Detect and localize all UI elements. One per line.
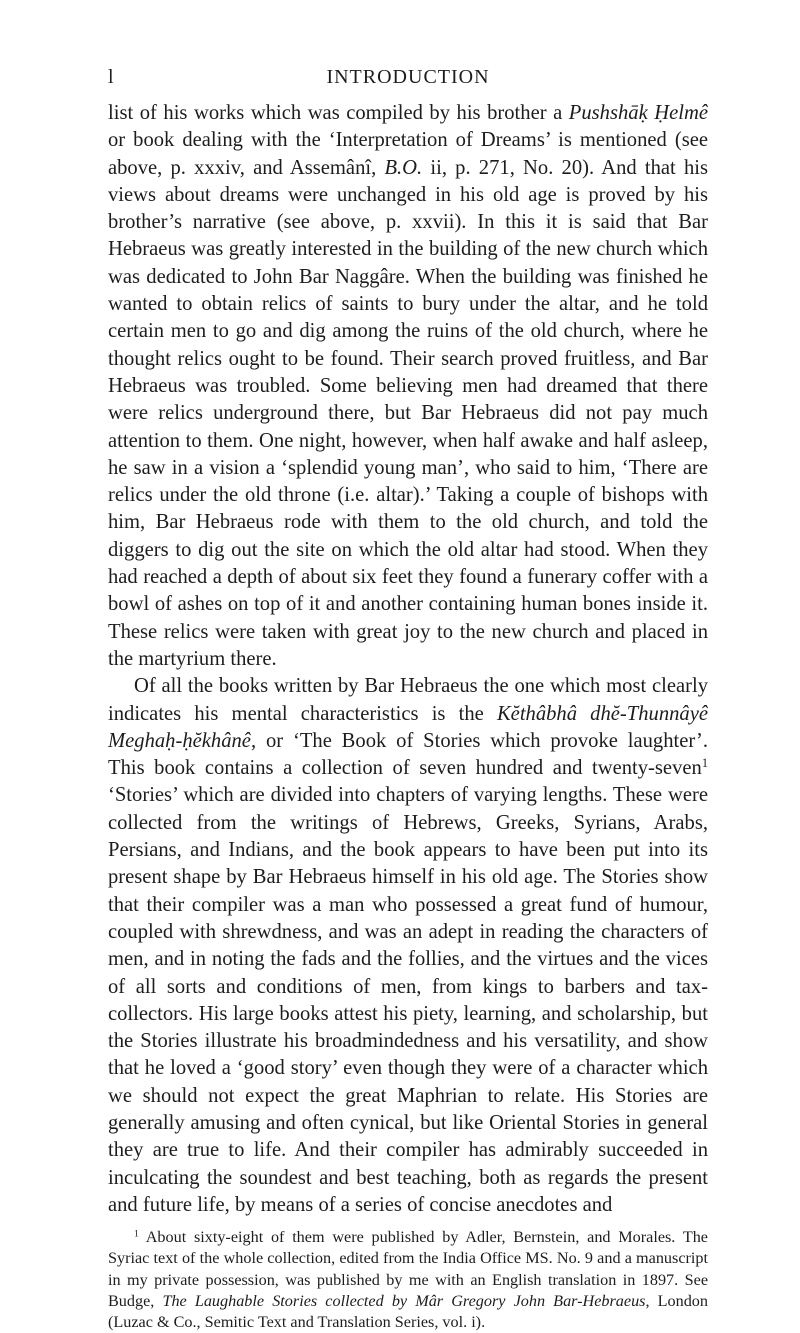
footnote-1 [108, 1227, 708, 1333]
text-run: Of all the books written by Bar Hebraeus the one which most clearly indicates his mental characteristics is the [108, 675, 708, 725]
text-run: ‘Stories’ which are divided into chapters of varying lengths. These were collected from the writings of Hebrews, Greeks, Syrians, Arabs, Persians, and Indians, and the book appears to have been put into its present shape by Bar Hebraeus himself in his old age. The Stories show that their compiler was a man who possessed a great fund of humour, coupled with shrewdness, and was an adept in reading the characters of men, and in noting the fads and the follies, and the virtues and the vices of all sorts and conditions of men, from kings to barbers and tax-collectors. His large books attest his piety, learning, and scholarship, but the Stories illustrate his broadmindedness and his versatility, and show that he loved a ‘good story’ even though they were of a character which we should not expect the great Maphrian to relate. His Stories are generally amusing and often cynical, but like Oriental Stories in general they are true to life. And their compiler has admirably succeeded in inculcating the soundest and best teaching, both as regards the present and future life, by means of a series of concise anecdotes and [108, 784, 708, 1216]
running-title: INTRODUCTION [326, 66, 490, 88]
italic-title-text: Kĕthâbhâ dhĕ-Thunnâyê Meghaḥ-ḥĕkhânê [108, 702, 708, 752]
italic-title-text: Pushshāḳ Ḥelmê [568, 102, 708, 124]
body-text [108, 100, 708, 1219]
text-run: , London (Luzac & Co., Semitic Text and Translation Series, vol. i). [108, 1291, 708, 1331]
text-run: , or ‘The Book of Stories which provoke laughter’. This book contains a collection of seven hundred and twenty-seven [108, 729, 708, 780]
paragraph-book-of-stories [108, 673, 708, 1219]
text-run: About sixty-eight of them were published by Adler, Bernstein, and Morales. The Syriac text of the whole collection, edited from the India Office MS. No. 9 and a manuscript in my private possession, was published by me with an English translation in 1897. See Budge, [108, 1228, 708, 1310]
footnotes [108, 1227, 708, 1333]
text-run: ii, p. 271, No. 20). And that his views about dreams were unchanged in his old age is proved by his brother’s narrative (see above, p. xxvii). In this it is said that Bar Hebraeus was greatly interested in the building of the new church which was dedicated to John Bar Naggâre. When the building was finished he wanted to obtain relics of saints to bury under the altar, and he told certain men to go and dig among the ruins of the old church, where he thought relics ought to be found. Their search proved fruitless, and Bar Hebraeus was troubled. Some believing men had dreamed that there were relics underground there, but Bar Hebraeus did not pay much attention to them. One night, however, when half awake and half asleep, he saw in a vision a ‘splendid young man’, who said to him, ‘There are relics under the old throne (i.e. altar).’ Taking a couple of bishops with him, Bar Hebraeus rode with them to the old church, and told the diggers to dig out the site on which the old altar had stood. When they had reached a depth of about six feet they found a funerary coffer with a bowl of ashes on top of it and another containing human bones inside it. These relics were taken with great joy to the new church and placed in the martyrium there. [108, 156, 708, 670]
footnote-marker: 1 [134, 1228, 139, 1240]
text-run: list of his works which was compiled by his brother a [108, 102, 569, 124]
italic-title-text: B.O. [384, 156, 423, 179]
paragraph-dreams-and-relics [108, 100, 708, 673]
running-head [108, 66, 708, 92]
text-run: or book dealing with the ‘Interpretation of Dreams’ is mentioned (see above, p. xxxiv, and Assemânî, [108, 129, 708, 179]
page-number: l [108, 66, 115, 88]
italic-title-text: The Laughable Stories collected by Mâr Gregory John Bar-Hebraeus [162, 1291, 646, 1310]
footnote-marker: 1 [701, 756, 708, 771]
